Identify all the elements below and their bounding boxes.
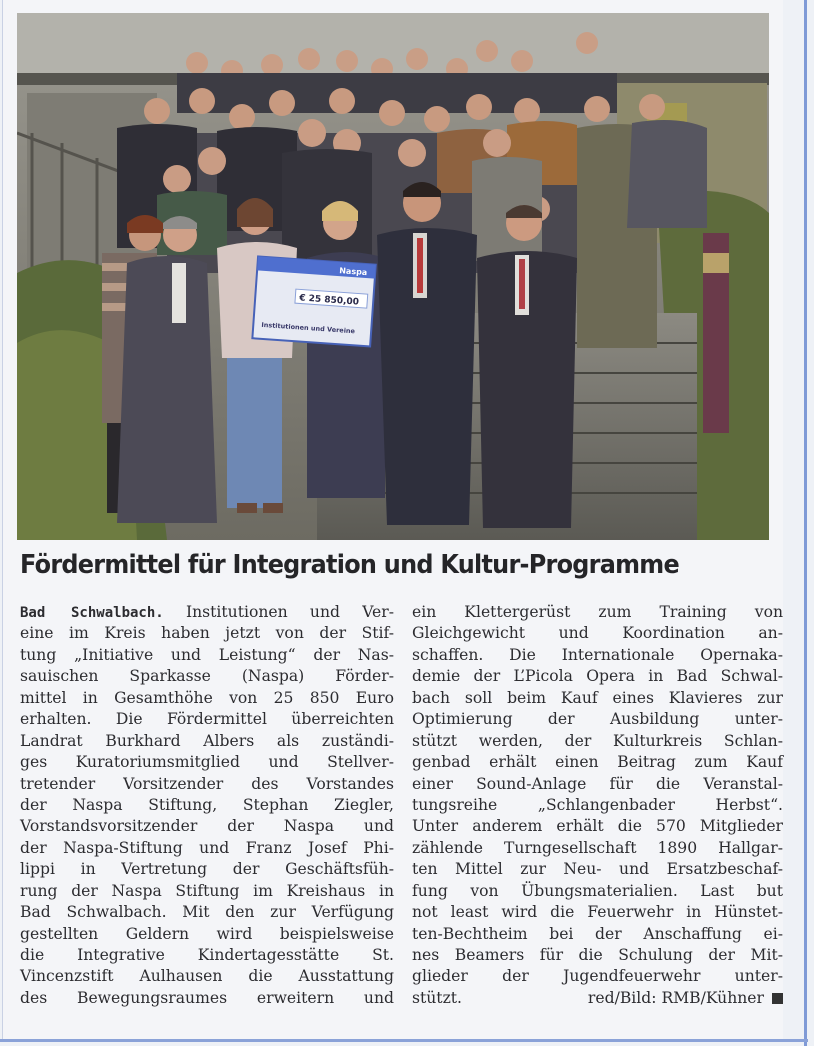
article-line: des Bewegungsraumes erweitern und	[20, 988, 394, 1007]
article-line: Gleichgewicht und Koordination an-	[412, 624, 783, 643]
article-line: gestellten Geldern wird beispielsweise	[20, 924, 394, 943]
article-line: Optimierung der Ausbildung unter-	[412, 710, 783, 729]
article-line-text: Institutionen und Ver-	[163, 603, 394, 621]
article-line: einer Sound-Anlage für die Veranstal-	[412, 774, 783, 793]
article-line: tung „Initiative und Leistung“ der Nas-	[20, 645, 394, 664]
page-border-bottom	[0, 1039, 808, 1042]
article-line	[20, 602, 394, 623]
end-mark-icon	[772, 993, 783, 1004]
article-line: ein Klettergerüst zum Training von	[412, 603, 783, 621]
article-byline	[588, 988, 783, 1009]
article-line: lippi in Vertretung der Geschäftsfüh-	[20, 860, 394, 879]
article-line: eine im Kreis haben jetzt von der Stif-	[20, 624, 394, 643]
article-line: ten Mittel zur Neu- und Ersatzbeschaf-	[412, 860, 783, 879]
article-line: ges Kuratoriumsmitglied und Stellver-	[20, 753, 394, 772]
article-line: not least wird die Feuerwehr in Hünstet-	[412, 903, 783, 922]
article-line: die Integrative Kindertagesstätte St.	[20, 946, 394, 964]
article-line: Unter anderem erhält die 570 Mitglieder	[412, 817, 783, 836]
article-line: der Naspa-Stiftung und Franz Josef Phi-	[20, 838, 394, 857]
article-line: der Naspa Stiftung, Stephan Ziegler,	[20, 795, 394, 814]
article-line: erhalten. Die Fördermittel überreichten	[20, 710, 394, 729]
article-line: fung von Übungsmaterialien. Last but	[412, 881, 783, 900]
article-byline-text: red/Bild: RMB/Kühner	[587, 988, 764, 1007]
group-photo	[17, 13, 769, 540]
article-column-2	[412, 602, 783, 1009]
article-line: Vincenzstift Aulhausen die Ausstattung	[20, 967, 394, 986]
check-purpose: Institutionen und Vereine	[261, 320, 356, 336]
article-line: ten-Bechtheim bei der Anschaffung ei-	[412, 924, 783, 943]
article-line: rung der Naspa Stiftung im Kreishaus in	[20, 881, 394, 900]
article-line: Bad Schwalbach. Mit den zur Verfügung	[20, 903, 394, 922]
article-line: schaffen. Die Internationale Opernaka-	[412, 645, 783, 664]
page-border-right	[804, 0, 807, 1046]
article-line: mittel in Gesamthöhe von 25 850 Euro	[20, 688, 394, 707]
check-amount: € 25 850,00	[298, 293, 360, 308]
article-line: Vorstandsvorsitzender der Naspa und	[20, 817, 394, 836]
article-column-1	[20, 602, 394, 1009]
check-bank: Naspa	[338, 266, 368, 278]
article-line: demie der L’Picola Opera in Bad Schwal-	[412, 667, 783, 686]
article-line: nes Beamers für die Schulung der Mit-	[412, 946, 783, 964]
article-line: genbad erhält einen Beitrag zum Kauf	[412, 753, 783, 772]
article-headline: Fördermittel für Integration und Kultur-Programme	[20, 550, 679, 580]
article-last-line	[412, 988, 783, 1009]
article-line-text: stützt.	[412, 988, 463, 1007]
article-dateline: Bad Schwalbach.	[20, 605, 164, 621]
article-line: Landrat Burkhard Albers als zuständi-	[20, 731, 394, 750]
article-line: stützt werden, der Kulturkreis Schlan-	[412, 731, 783, 750]
article-line: bach soll beim Kauf eines Klavieres zur	[412, 688, 783, 707]
article-line: tretender Vorsitzender des Vorstandes	[20, 774, 394, 793]
article-line: glieder der Jugendfeuerwehr unter-	[412, 967, 783, 986]
article-line: zählende Turngesellschaft 1890 Hallgar-	[412, 838, 783, 857]
article-line: sauischen Sparkasse (Naspa) Förder-	[20, 667, 394, 686]
article-line: tungsreihe „Schlangenbader Herbst“.	[412, 795, 783, 814]
